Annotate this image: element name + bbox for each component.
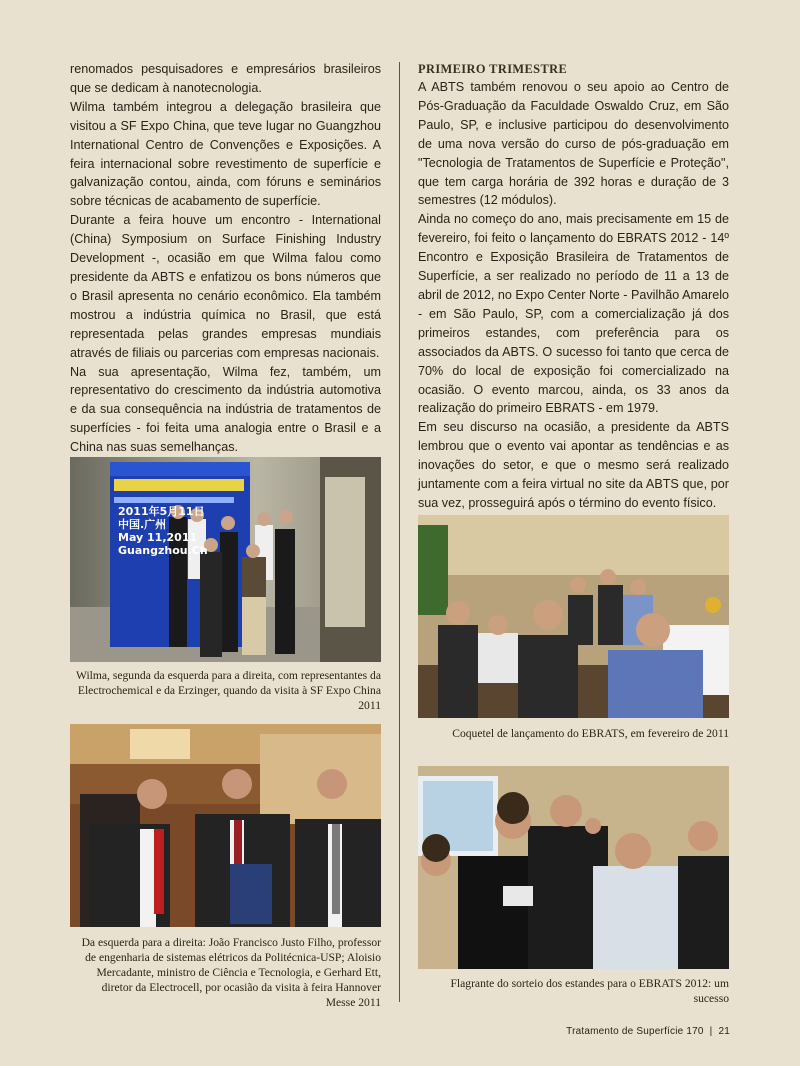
right-paragraph-3: Em seu discurso na ocasião, a presidente da ABTS lembrou que o evento vai apontar as tendências e as inovações do setor, e que o mesmo será realizado juntamente com a feira virtual no site da ABTS que, por sua vez, prosseguirá após o término do evento físico. [418,420,729,510]
right-paragraph-1: A ABTS também renovou o seu apoio ao Centro de Pós-Graduação da Faculdade Oswaldo Cruz, em São Paulo, SP, e inclusive participou do desenvolvimento de uma nova versão do curso de pós-graduação em "Tecnologia de Tratamentos de Superfície e Proteção", que tem carga horária de 392 horas e duração de 3 semestres (12 módulos). [418,80,729,208]
left-column-text [70,60,381,457]
left-paragraph-1: renomados pesquisadores e empresários brasileiros que se dedicam à nanotecnologia. [70,62,381,95]
photo-coquetel-ebrats [418,515,729,718]
left-paragraph-4: Na sua apresentação, Wilma fez, também, um representativo do crescimento da indústria automotiva e da sua consequência na indústria de tratamentos de superfícies - foi feita uma analogia entre o Brasil e a China nas suas semelhanças. [70,364,381,455]
left-paragraph-2: Wilma também integrou a delegação brasileira que visitou a SF Expo China, que teve lugar no Guangzhou International Centro de Convenções e Exposições. A feira internacional sobre revestimento de superfície e galvanização contou, ainda, com fóruns e seminários sobre técnicas de acabamento de superfície. [70,99,381,209]
page-number: 21 [718,1026,730,1037]
column-divider [399,62,400,1002]
footer-separator: | [709,1026,713,1037]
section-title: PRIMEIRO TRIMESTRE [418,62,568,76]
photo-sf-expo-china [70,457,381,662]
banner-city-cn: 中国.广州 [118,518,167,531]
magazine-title: Tratamento de Superfície 170 [566,1026,704,1037]
banner-date-cn: 2011年5月11日 [118,505,205,518]
right-column-text [418,60,729,513]
photo-sorteio-estandes [418,766,729,969]
caption-coquetel: Coquetel de lançamento do EBRATS, em fevereiro de 2011 [452,727,729,740]
photo-hannover-messe [70,724,381,927]
banner-date-en: May 11,2011 [118,531,198,544]
caption-sf-expo: Wilma, segunda da esquerda para a direita, com representantes da Electrochemical e da Erzinger, quando da visita à SF Expo China 2011 [75,669,381,712]
banner-city-en: Guangzhou.Ch [118,544,208,557]
caption-hannover: Da esquerda para a direita: João Francisco Justo Filho, professor de engenharia de sistemas elétricos da Politécnica-USP; Aloisio Mercadante, ministro de Ciência e Tecnologia, e Gerhard Ett, diretor da Electrocell, por ocasião da visita à feira Hannover Messe 2011 [81,936,381,1009]
caption-sorteio: Flagrante do sorteio dos estandes para o EBRATS 2012: um sucesso [450,977,729,1005]
page-footer [566,1026,730,1037]
left-paragraph-3: Durante a feira houve um encontro - International (China) Symposium on Surface Finishing Industry Development -, ocasião em que Wilma falou como presidente da ABTS e enfatizou os bons números que o Brasil apresenta no cenário econômico. Ela também mostrou a indústria química no Brasil, que está representada pelas grandes empresas mundiais através de filiais ou parcerias com empresas nacionais. [70,213,381,360]
right-paragraph-2: Ainda no começo do ano, mais precisamente em 15 de fevereiro, foi feito o lançamento do EBRATS 2012 - 14º Encontro e Exposição Brasileira de Tratamentos de Superfície, a ser realizado no período de 11 a 13 de abril de 2012, no Expo Center Norte - Pavilhão Amarelo - em São Paulo, SP, com a comercialização já dos primeiros estandes, com preferência para os associados da ABTS. O sucesso foi tanto que cerca de 70% do local de exposição foi comercializado na ocasião. O evento marcou, ainda, os 33 anos da realização do primeiro EBRATS - em 1979. [418,212,729,416]
